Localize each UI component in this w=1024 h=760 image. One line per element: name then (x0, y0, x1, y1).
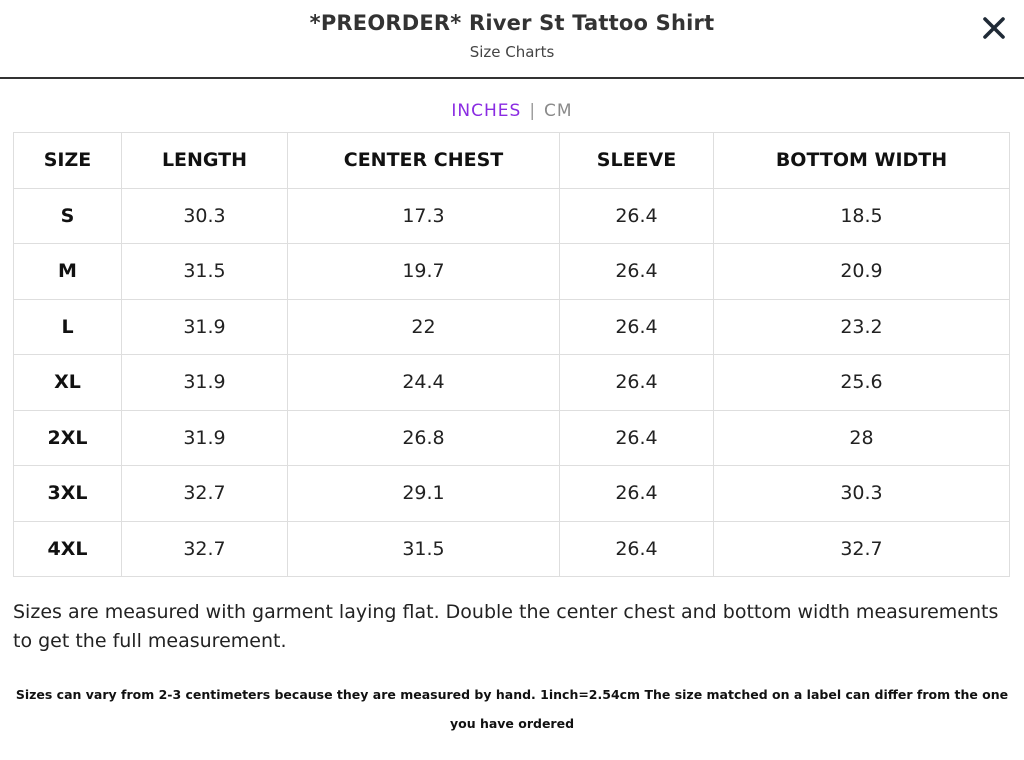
measurement-cell: 20.9 (714, 244, 1010, 300)
measurement-cell: 17.3 (288, 188, 560, 244)
measurement-cell: 26.8 (288, 410, 560, 466)
measurement-cell: 26.4 (560, 466, 714, 522)
column-header: LENGTH (122, 133, 288, 189)
column-header: SLEEVE (560, 133, 714, 189)
table-row (14, 244, 1010, 300)
measurement-cell: 26.4 (560, 521, 714, 577)
measurement-cell: 31.9 (122, 355, 288, 411)
measurement-note: Sizes are measured with garment laying flat. Double the center chest and bottom width measurements to get the full measurement. (13, 601, 999, 652)
size-cell: L (14, 299, 122, 355)
table-row (14, 188, 1010, 244)
fine-print: Sizes can vary from 2-3 centimeters because they are measured by hand. 1inch=2.54cm The size matched on a label can differ from the one you have ordered (15, 687, 1009, 731)
table-header-row (14, 133, 1010, 189)
measurement-cell: 26.4 (560, 299, 714, 355)
modal-title: *PREORDER* River St Tattoo Shirt (309, 11, 715, 35)
unit-separator: | (529, 101, 537, 121)
table-row (14, 410, 1010, 466)
close-button[interactable] (980, 14, 1008, 42)
unit-cm-tab[interactable]: CM (544, 101, 573, 121)
measurement-cell: 30.3 (714, 466, 1010, 522)
size-cell: 4XL (14, 521, 122, 577)
size-chart-table (13, 132, 1010, 577)
measurement-cell: 22 (288, 299, 560, 355)
measurement-cell: 31.9 (122, 299, 288, 355)
table-row (14, 466, 1010, 522)
measurement-cell: 26.4 (560, 244, 714, 300)
table-row (14, 521, 1010, 577)
measurement-cell: 19.7 (288, 244, 560, 300)
measurement-cell: 32.7 (122, 466, 288, 522)
size-cell: S (14, 188, 122, 244)
table-row (14, 299, 1010, 355)
size-cell: 3XL (14, 466, 122, 522)
unit-toggle (0, 101, 1024, 121)
measurement-cell: 23.2 (714, 299, 1010, 355)
measurement-cell: 26.4 (560, 188, 714, 244)
size-cell: M (14, 244, 122, 300)
column-header: CENTER CHEST (288, 133, 560, 189)
measurement-cell: 26.4 (560, 410, 714, 466)
measurement-cell: 32.7 (714, 521, 1010, 577)
measurement-cell: 31.5 (122, 244, 288, 300)
modal-subtitle: Size Charts (469, 43, 555, 61)
column-header: SIZE (14, 133, 122, 189)
measurement-cell: 29.1 (288, 466, 560, 522)
measurement-cell: 32.7 (122, 521, 288, 577)
measurement-cell: 25.6 (714, 355, 1010, 411)
measurement-cell: 28 (714, 410, 1010, 466)
measurement-cell: 30.3 (122, 188, 288, 244)
measurement-cell: 31.9 (122, 410, 288, 466)
measurement-cell: 18.5 (714, 188, 1010, 244)
measurement-cell: 31.5 (288, 521, 560, 577)
measurement-cell: 26.4 (560, 355, 714, 411)
size-cell: XL (14, 355, 122, 411)
modal-header (0, 0, 1024, 79)
measurement-cell: 24.4 (288, 355, 560, 411)
table-body (14, 188, 1010, 577)
size-cell: 2XL (14, 410, 122, 466)
unit-inches-tab[interactable]: INCHES (451, 101, 522, 121)
table-row (14, 355, 1010, 411)
close-icon (980, 14, 1008, 42)
column-header: BOTTOM WIDTH (714, 133, 1010, 189)
